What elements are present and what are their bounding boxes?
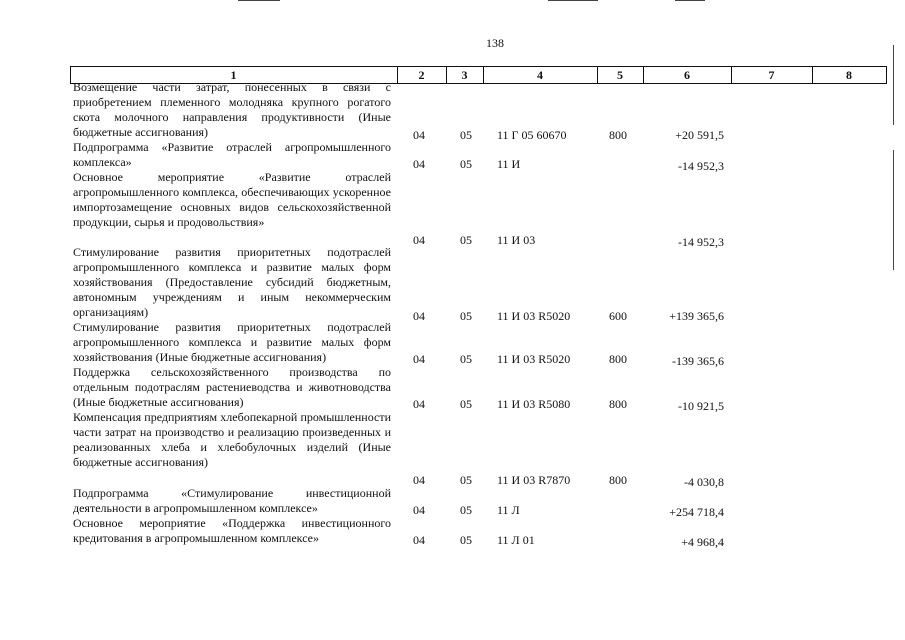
row-subsection: 05 (460, 309, 472, 323)
row-description: Возмещение части затрат, понесенных в связи с приобретением племенного молодняка крупного рогатого скота молочного направления продуктивности (Иные бюджетные ассигнования) (73, 80, 391, 139)
row-target-code: 11 И 03 R5020 (497, 309, 571, 323)
row-target-code: 11 И 03 (497, 233, 536, 247)
scan-mark (548, 0, 598, 1)
header-col-6: 6 (684, 68, 690, 82)
row-amount: -14 952,3 (678, 235, 724, 249)
row-section: 04 (413, 503, 425, 517)
row-target-code: 11 И (497, 157, 521, 171)
row-description: Подпрограмма «Стимулирование инвестиционной деятельности в агропромышленном комплексе» (73, 486, 391, 515)
row-description: Компенсация предприятиям хлебопекарной промышленности части затрат на производство и реализацию произведенных и реализованных хлеба и хлебобулочных изделий (Иные бюджетные ассигнования) (73, 410, 391, 469)
row-expense-type: 800 (609, 473, 627, 487)
row-section: 04 (413, 533, 425, 547)
header-col-2: 2 (418, 68, 425, 82)
header-col-5: 5 (617, 68, 623, 82)
scan-mark (675, 0, 705, 1)
row-amount: -14 952,3 (678, 159, 724, 173)
row-section: 04 (413, 157, 425, 171)
row-amount: +139 365,6 (669, 309, 724, 323)
row-section: 04 (413, 397, 425, 411)
row-section: 04 (413, 473, 425, 487)
row-amount: -139 365,6 (672, 354, 724, 368)
row-amount: +20 591,5 (675, 128, 724, 142)
row-amount: +4 968,4 (681, 535, 724, 549)
row-description: Стимулирование развития приоритетных подотраслей агропромышленного комплекса и развитие малых форм хозяйствования (Иные бюджетные ассигнования) (73, 320, 391, 364)
row-subsection: 05 (460, 503, 472, 517)
row-target-code: 11 И 03 R7870 (497, 473, 571, 487)
row-target-code: 11 И 03 R5080 (497, 397, 571, 411)
row-expense-type: 600 (609, 309, 627, 323)
row-section: 04 (413, 309, 425, 323)
header-col-3: 3 (461, 68, 468, 82)
header-col-7: 7 (768, 68, 775, 82)
header-col-8: 8 (846, 68, 852, 82)
row-amount: -10 921,5 (678, 399, 724, 413)
row-description: Основное мероприятие «Поддержка инвестиционного кредитования в агропромышленном комплексе» (73, 516, 391, 545)
row-section: 04 (413, 352, 425, 366)
scan-mark (893, 45, 894, 125)
row-target-code: 11 Л (497, 503, 520, 517)
row-subsection: 05 (460, 397, 472, 411)
row-subsection: 05 (460, 157, 472, 171)
row-target-code: 11 Л 01 (497, 533, 535, 547)
scan-mark (238, 0, 280, 1)
row-amount: -4 030,8 (684, 475, 724, 489)
row-description: Основное мероприятие «Развитие отраслей агропромышленного комплекса, обеспечивающих ускоренное импортозамещение основных видов сельскохозяйственной продукции, сырья и продовольствия» (73, 170, 391, 229)
row-description: Стимулирование развития приоритетных подотраслей агропромышленного комплекса и развитие малых форм хозяйствования (Предоставление субсидий бюджетным, автономным учреждениям и иным некоммерческим организациям) (73, 245, 391, 319)
row-description: Подпрограмма «Развитие отраслей агропромышленного комплекса» (73, 140, 391, 169)
row-section: 04 (413, 128, 425, 142)
row-description: Поддержка сельскохозяйственного производства по отдельным подотраслям растениеводства и животноводства (Иные бюджетные ассигнования) (73, 365, 391, 409)
page-number: 138 (486, 36, 504, 50)
row-subsection: 05 (460, 233, 472, 247)
row-expense-type: 800 (609, 352, 627, 366)
row-amount: +254 718,4 (669, 505, 724, 519)
scan-mark (893, 150, 894, 270)
row-subsection: 05 (460, 533, 472, 547)
header-col-4: 4 (537, 68, 543, 82)
row-subsection: 05 (460, 473, 472, 487)
row-section: 04 (413, 233, 425, 247)
row-expense-type: 800 (609, 397, 627, 411)
row-target-code: 11 Г 05 60670 (497, 128, 567, 142)
row-expense-type: 800 (609, 128, 627, 142)
row-subsection: 05 (460, 128, 472, 142)
header-col-1: 1 (230, 68, 237, 82)
row-target-code: 11 И 03 R5020 (497, 352, 571, 366)
row-subsection: 05 (460, 352, 472, 366)
